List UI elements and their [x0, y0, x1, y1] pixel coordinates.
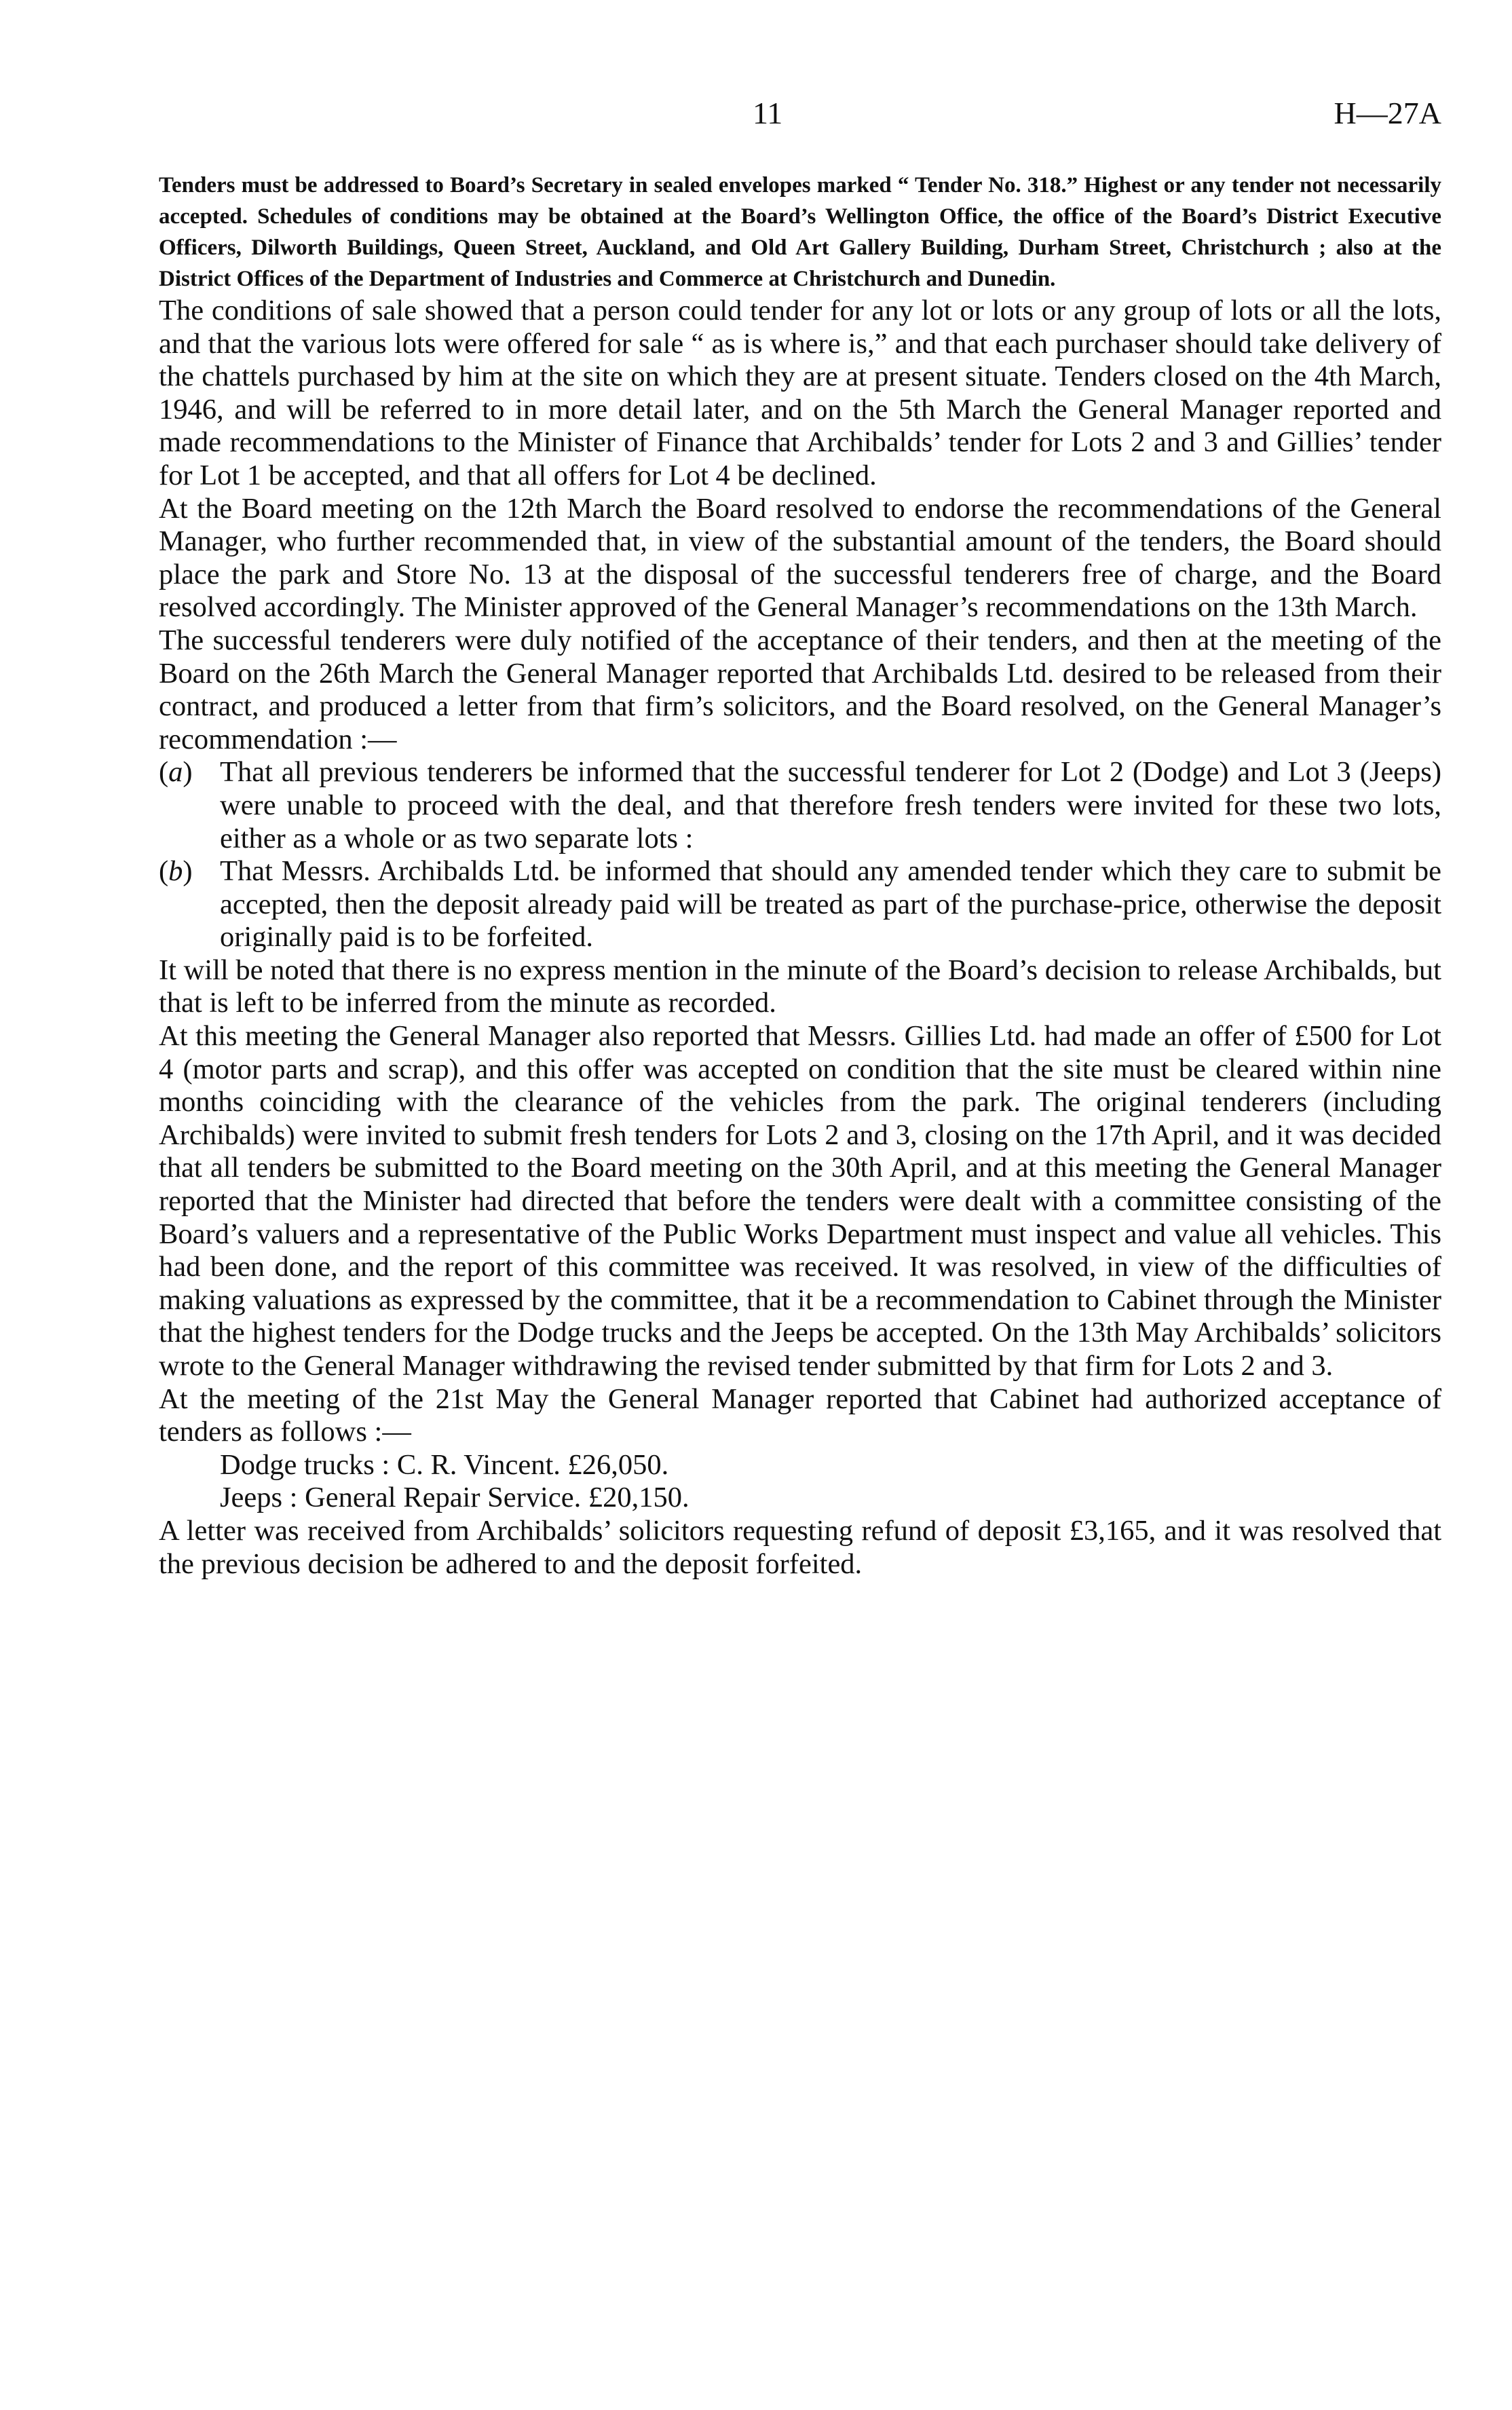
accepted-tenders-list	[159, 1449, 1441, 1515]
list-item	[159, 855, 1441, 954]
document-reference: H—27A	[1334, 96, 1441, 130]
paragraph-deposit-refund: A letter was received from Archibalds’ solicitors requesting refund of deposit £3,165, and it was resolved that the previous decision be adhered to and the deposit forfeited.	[159, 1514, 1441, 1580]
list-marker-a: (a)	[159, 756, 193, 789]
resolution-list	[159, 756, 1441, 954]
page-number: 11	[753, 96, 783, 130]
paragraph-gillies-offer: At this meeting the General Manager also reported that Messrs. Gillies Ltd. had made an offer of £500 for Lot 4 (motor parts and scrap), and this offer was accepted on condition that the site must be cleared within nine months coinciding with the clearance of the vehicles from the park. The original tenderers (including Archibalds) were invited to submit fresh tenders for Lots 2 and 3, closing on the 17th April, and it was decided that all tenders be submitted to the Board meeting on the 30th April, and at this meeting the General Manager reported that the Minister had directed that before the tenders were dealt with a committee consisting of the Board’s valuers and a representative of the Public Works Department must inspect and value all vehicles. This had been done, and the report of this committee was received. It was resolved, in view of the difficulties of making valuations as expressed by the committee, that it be a recommendation to Cabinet through the Minister that the highest tenders for the Dodge trucks and the Jeeps be accepted. On the 13th May Archibalds’ solicitors wrote to the General Manager withdrawing the revised tender submitted by that firm for Lots 2 and 3.	[159, 1020, 1441, 1382]
list-marker-b: (b)	[159, 855, 193, 888]
tender-notice: Tenders must be addressed to Board’s Secretary in sealed envelopes marked “ Tender No. 318.” Highest or any tender not necessarily accepted. Schedules of conditions may be obtained at the Board’s Wellington Office, the office of the Board’s District Executive Officers, Dilworth Buildings, Queen Street, Auckland, and Old Art Gallery Building, Durham Street, Christchurch ; also at the District Offices of the Department of Industries and Commerce at Christchurch and Dunedin.	[159, 173, 1441, 291]
list-item-text: That Messrs. Archibalds Ltd. be informed that should any amended tender which they care to submit be accepted, then the deposit already paid will be treated as part of the purchase-price, otherwise the deposit originally paid is to be forfeited.	[220, 855, 1441, 954]
list-item	[159, 756, 1441, 855]
paragraph-cabinet-authorization: At the meeting of the 21st May the General Manager reported that Cabinet had authorized acceptance of tenders as follows :—	[159, 1382, 1441, 1448]
paragraph-minute-note: It will be noted that there is no express mention in the minute of the Board’s decision to release Archibalds, but that is left to be inferred from the minute as recorded.	[159, 954, 1441, 1019]
document-page	[159, 95, 1441, 1581]
paragraph-board-meeting-12th-march: At the Board meeting on the 12th March the Board resolved to endorse the recommendations of the General Manager, who further recommended that, in view of the substantial amount of the tenders, the Board should place the park and Store No. 13 at the disposal of the successful tenderers free of charge, and the Board resolved accordingly. The Minister approved of the General Manager’s recommendations on the 13th March.	[159, 492, 1441, 624]
page-header	[159, 95, 1441, 156]
tender-dodge-trucks: Dodge trucks : C. R. Vincent. £26,050.	[220, 1448, 669, 1481]
list-item-text: That all previous tenderers be informed that the successful tenderer for Lot 2 (Dodge) and Lot 3 (Jeeps) were unable to proceed with the deal, and that therefore fresh tenders were invited for these two lots, either as a whole or as two separate lots :	[220, 756, 1441, 854]
paragraph-successful-tenderers: The successful tenderers were duly notified of the acceptance of their tenders, and then at the meeting of the Board on the 26th March the General Manager reported that Archibalds Ltd. desired to be released from their contract, and produced a letter from that firm’s solicitors, and the Board resolved, on the General Manager’s recommendation :—	[159, 624, 1441, 755]
tender-jeeps: Jeeps : General Repair Service. £20,150.	[220, 1482, 689, 1514]
paragraph-conditions-of-sale: The conditions of sale showed that a person could tender for any lot or lots or any group of lots or all the lots, and that the various lots were offered for sale “ as is where is,” and that each purchaser should take delivery of the chattels purchased by him at the site on which they are at present situate. Tenders closed on the 4th March, 1946, and will be referred to in more detail later, and on the 5th March the General Manager reported and made recommendations to the Minister of Finance that Archibalds’ tender for Lots 2 and 3 and Gillies’ tender for Lot 1 be accepted, and that all offers for Lot 4 be declined.	[159, 295, 1441, 491]
